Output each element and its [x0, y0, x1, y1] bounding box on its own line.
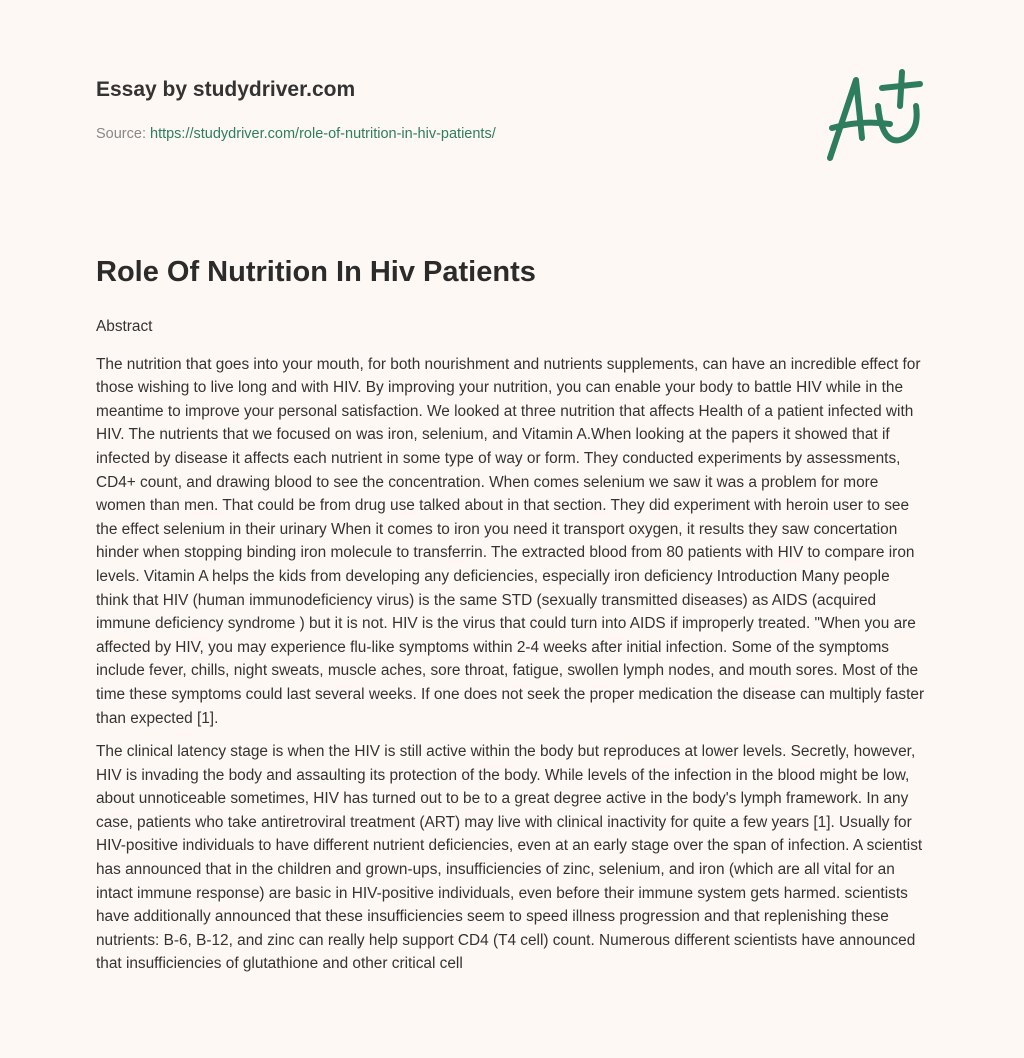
- essay-header: [96, 78, 936, 142]
- section-label: Abstract: [96, 318, 153, 335]
- source-link[interactable]: https://studydriver.com/role-of-nutrition-in-hiv-patients/: [150, 126, 496, 142]
- article-paragraph: The clinical latency stage is when the HIV is still active within the body but reproduces at lower levels. Secretly, however, HIV is invading the body and assaulting its protection of the body. While levels of the infection in the blood might be low, about unnoticeable sometimes, HIV has turned out to be to a great degree active in the body's lymph framework. In any case, patients who take antiretroviral treatment (ART) may live with clinical inactivity for quite a few years [1]. Usually for HIV-positive individuals to have different nutrient deficiencies, even at an early stage over the span of infection. A scientist has announced that in the children and grown-ups, insufficiencies of zinc, selenium, and iron (which are all vital for an intact immune response) are basic in HIV-positive individuals, even before their immune system gets harmed. scientists have additionally announced that these insufficiencies seem to speed illness progression and that replenishing these nutrients: B-6, B-12, and zinc can really help support CD4 (T4 cell) count. Numerous different scientists have announced that insufficiencies of glutathione and other critical cell: [96, 743, 923, 973]
- brand-title: Essay by studydriver.com: [96, 78, 356, 101]
- a-plus-logo-icon: [820, 66, 930, 166]
- article-paragraph: The nutrition that goes into your mouth, for both nourishment and nutrients supplements, can have an incredible effect for those wishing to live long and with HIV. By improving your nutrition, you can enable your body to battle HIV while in the meantime to improve your personal satisfaction. We looked at three nutrition that affects Health of a patient infected with HIV. The nutrients that we focused on was iron, selenium, and Vitamin A.When looking at the papers it showed that if infected by disease it affects each nutrient in some type of way or form. They conducted experiments by assessments, CD4+ count, and drawing blood to see the concentration. When comes selenium we saw it was a problem for more women than men. That could be from drug use talked about in that section. They did experiment with heroin user to see the effect selenium in their urinary When it comes to iron you need it transport oxygen, it results they saw concertation hinder when stopping binding iron molecule to transferrin. The extracted blood from 80 patients with HIV to compare iron levels. Vitamin A helps the kids from developing any deficiencies, especially iron deficiency Introduction Many people think that HIV (human immunodeficiency virus) is the same STD (sexually transmitted diseases) as AIDS (acquired immune deficiency syndrome ) but it is not. HIV is the virus that could turn into AIDS if improperly treated. "When you are affected by HIV, you may experience flu-like symptoms within 2-4 weeks after initial infection. Some of the symptoms include fever, chills, night sweats, muscle aches, sore throat, fatigue, swollen lymph nodes, and mouth sores. Most of the time these symptoms could last several weeks. If one does not seek the proper medication the disease can multiply faster than expected [1].: [96, 355, 925, 727]
- source-line: [96, 126, 496, 142]
- article-title: Role Of Nutrition In Hiv Patients: [96, 256, 536, 288]
- article-body: [96, 315, 926, 986]
- source-label: Source:: [96, 126, 150, 142]
